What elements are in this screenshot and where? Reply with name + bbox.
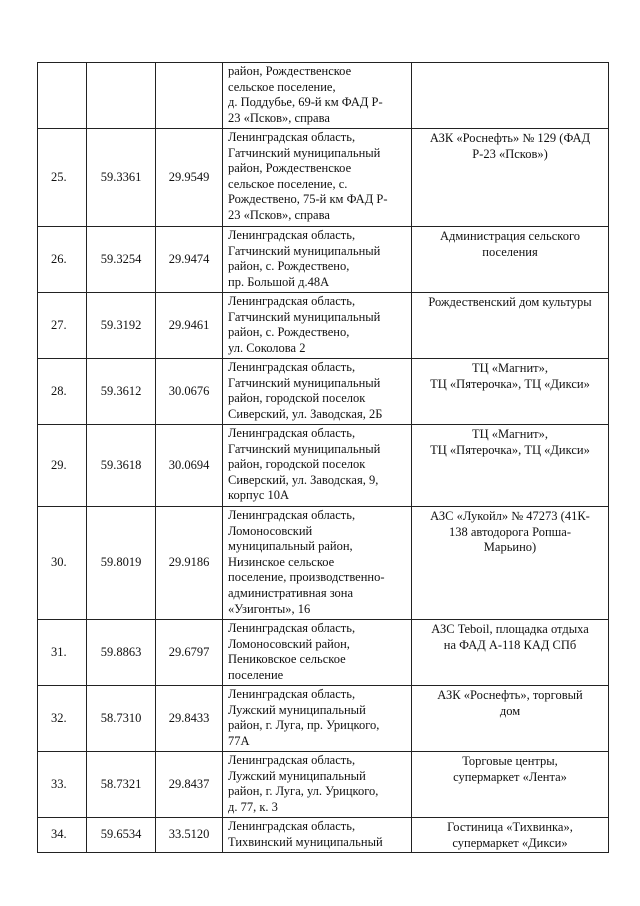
latitude-cell: 59.3254 xyxy=(87,227,156,293)
object-cell: ТЦ «Магнит», ТЦ «Пятерочка», ТЦ «Дикси» xyxy=(412,425,609,507)
table-row xyxy=(38,818,609,853)
address-cell: Ленинградская область, Лужский муниципальный район, г. Луга, пр. Урицкого, 77А xyxy=(223,686,412,752)
address-cell: Ленинградская область, Ломоносовский муниципальный район, Низинское сельское поселение, производственно- административная зона «Узигонты», 16 xyxy=(223,507,412,620)
row-number-cell: 27. xyxy=(38,293,87,359)
row-number-cell: 29. xyxy=(38,425,87,507)
longitude-cell: 29.9474 xyxy=(156,227,223,293)
longitude-cell: 30.0676 xyxy=(156,359,223,425)
object-cell: ТЦ «Магнит», ТЦ «Пятерочка», ТЦ «Дикси» xyxy=(412,359,609,425)
longitude-cell: 29.9549 xyxy=(156,129,223,227)
table-row xyxy=(38,686,609,752)
table-row xyxy=(38,227,609,293)
object-cell: Администрация сельского поселения xyxy=(412,227,609,293)
object-cell: Гостиница «Тихвинка», супермаркет «Дикси» xyxy=(412,818,609,853)
locations-table xyxy=(37,62,609,853)
row-number-cell: 33. xyxy=(38,752,87,818)
address-cell: Ленинградская область, Ломоносовский район, Пениковское сельское поселение xyxy=(223,620,412,686)
longitude-cell: 29.8437 xyxy=(156,752,223,818)
address-cell: Ленинградская область, Гатчинский муниципальный район, Рождественское сельское поселение, с. Рождествено, 75-й км ФАД Р- 23 «Псков», справа xyxy=(223,129,412,227)
address-cell: Ленинградская область, Лужский муниципальный район, г. Луга, ул. Урицкого, д. 77, к. 3 xyxy=(223,752,412,818)
address-cell: Ленинградская область, Гатчинский муниципальный район, городской поселок Сиверский, ул. Заводская, 9, корпус 10А xyxy=(223,425,412,507)
object-cell xyxy=(412,63,609,129)
row-number-cell: 28. xyxy=(38,359,87,425)
address-cell: Ленинградская область, Гатчинский муниципальный район, с. Рождествено, пр. Большой д.48А xyxy=(223,227,412,293)
longitude-cell xyxy=(156,63,223,129)
row-number-cell: 34. xyxy=(38,818,87,853)
table-row xyxy=(38,359,609,425)
latitude-cell: 59.3192 xyxy=(87,293,156,359)
object-cell: АЗК «Роснефть», торговый дом xyxy=(412,686,609,752)
latitude-cell: 59.3361 xyxy=(87,129,156,227)
latitude-cell: 59.8863 xyxy=(87,620,156,686)
latitude-cell: 58.7321 xyxy=(87,752,156,818)
latitude-cell: 59.3612 xyxy=(87,359,156,425)
object-cell: Рождественский дом культуры xyxy=(412,293,609,359)
row-number-cell: 25. xyxy=(38,129,87,227)
object-cell: АЗС Teboil, площадка отдыха на ФАД А-118 КАД СПб xyxy=(412,620,609,686)
address-cell: Ленинградская область, Гатчинский муниципальный район, городской поселок Сиверский, ул. Заводская, 2Б xyxy=(223,359,412,425)
table-row xyxy=(38,752,609,818)
latitude-cell: 59.3618 xyxy=(87,425,156,507)
table-row xyxy=(38,507,609,620)
row-number-cell: 26. xyxy=(38,227,87,293)
longitude-cell: 29.9186 xyxy=(156,507,223,620)
object-cell: Торговые центры, супермаркет «Лента» xyxy=(412,752,609,818)
row-number-cell: 31. xyxy=(38,620,87,686)
table-row xyxy=(38,293,609,359)
object-cell: АЗС «Лукойл» № 47273 (41К- 138 автодорога Ропша- Марьино) xyxy=(412,507,609,620)
table-row xyxy=(38,129,609,227)
latitude-cell: 58.7310 xyxy=(87,686,156,752)
address-cell: район, Рождественское сельское поселение, д. Поддубье, 69-й км ФАД Р- 23 «Псков», справа xyxy=(223,63,412,129)
latitude-cell: 59.8019 xyxy=(87,507,156,620)
latitude-cell xyxy=(87,63,156,129)
longitude-cell: 33.5120 xyxy=(156,818,223,853)
row-number-cell xyxy=(38,63,87,129)
longitude-cell: 30.0694 xyxy=(156,425,223,507)
table-row xyxy=(38,620,609,686)
address-cell: Ленинградская область, Гатчинский муниципальный район, с. Рождествено, ул. Соколова 2 xyxy=(223,293,412,359)
row-number-cell: 30. xyxy=(38,507,87,620)
row-number-cell: 32. xyxy=(38,686,87,752)
table-row xyxy=(38,425,609,507)
longitude-cell: 29.9461 xyxy=(156,293,223,359)
longitude-cell: 29.8433 xyxy=(156,686,223,752)
address-cell: Ленинградская область, Тихвинский муниципальный xyxy=(223,818,412,853)
table-row-continuation xyxy=(38,63,609,129)
latitude-cell: 59.6534 xyxy=(87,818,156,853)
object-cell: АЗК «Роснефть» № 129 (ФАД Р-23 «Псков») xyxy=(412,129,609,227)
longitude-cell: 29.6797 xyxy=(156,620,223,686)
